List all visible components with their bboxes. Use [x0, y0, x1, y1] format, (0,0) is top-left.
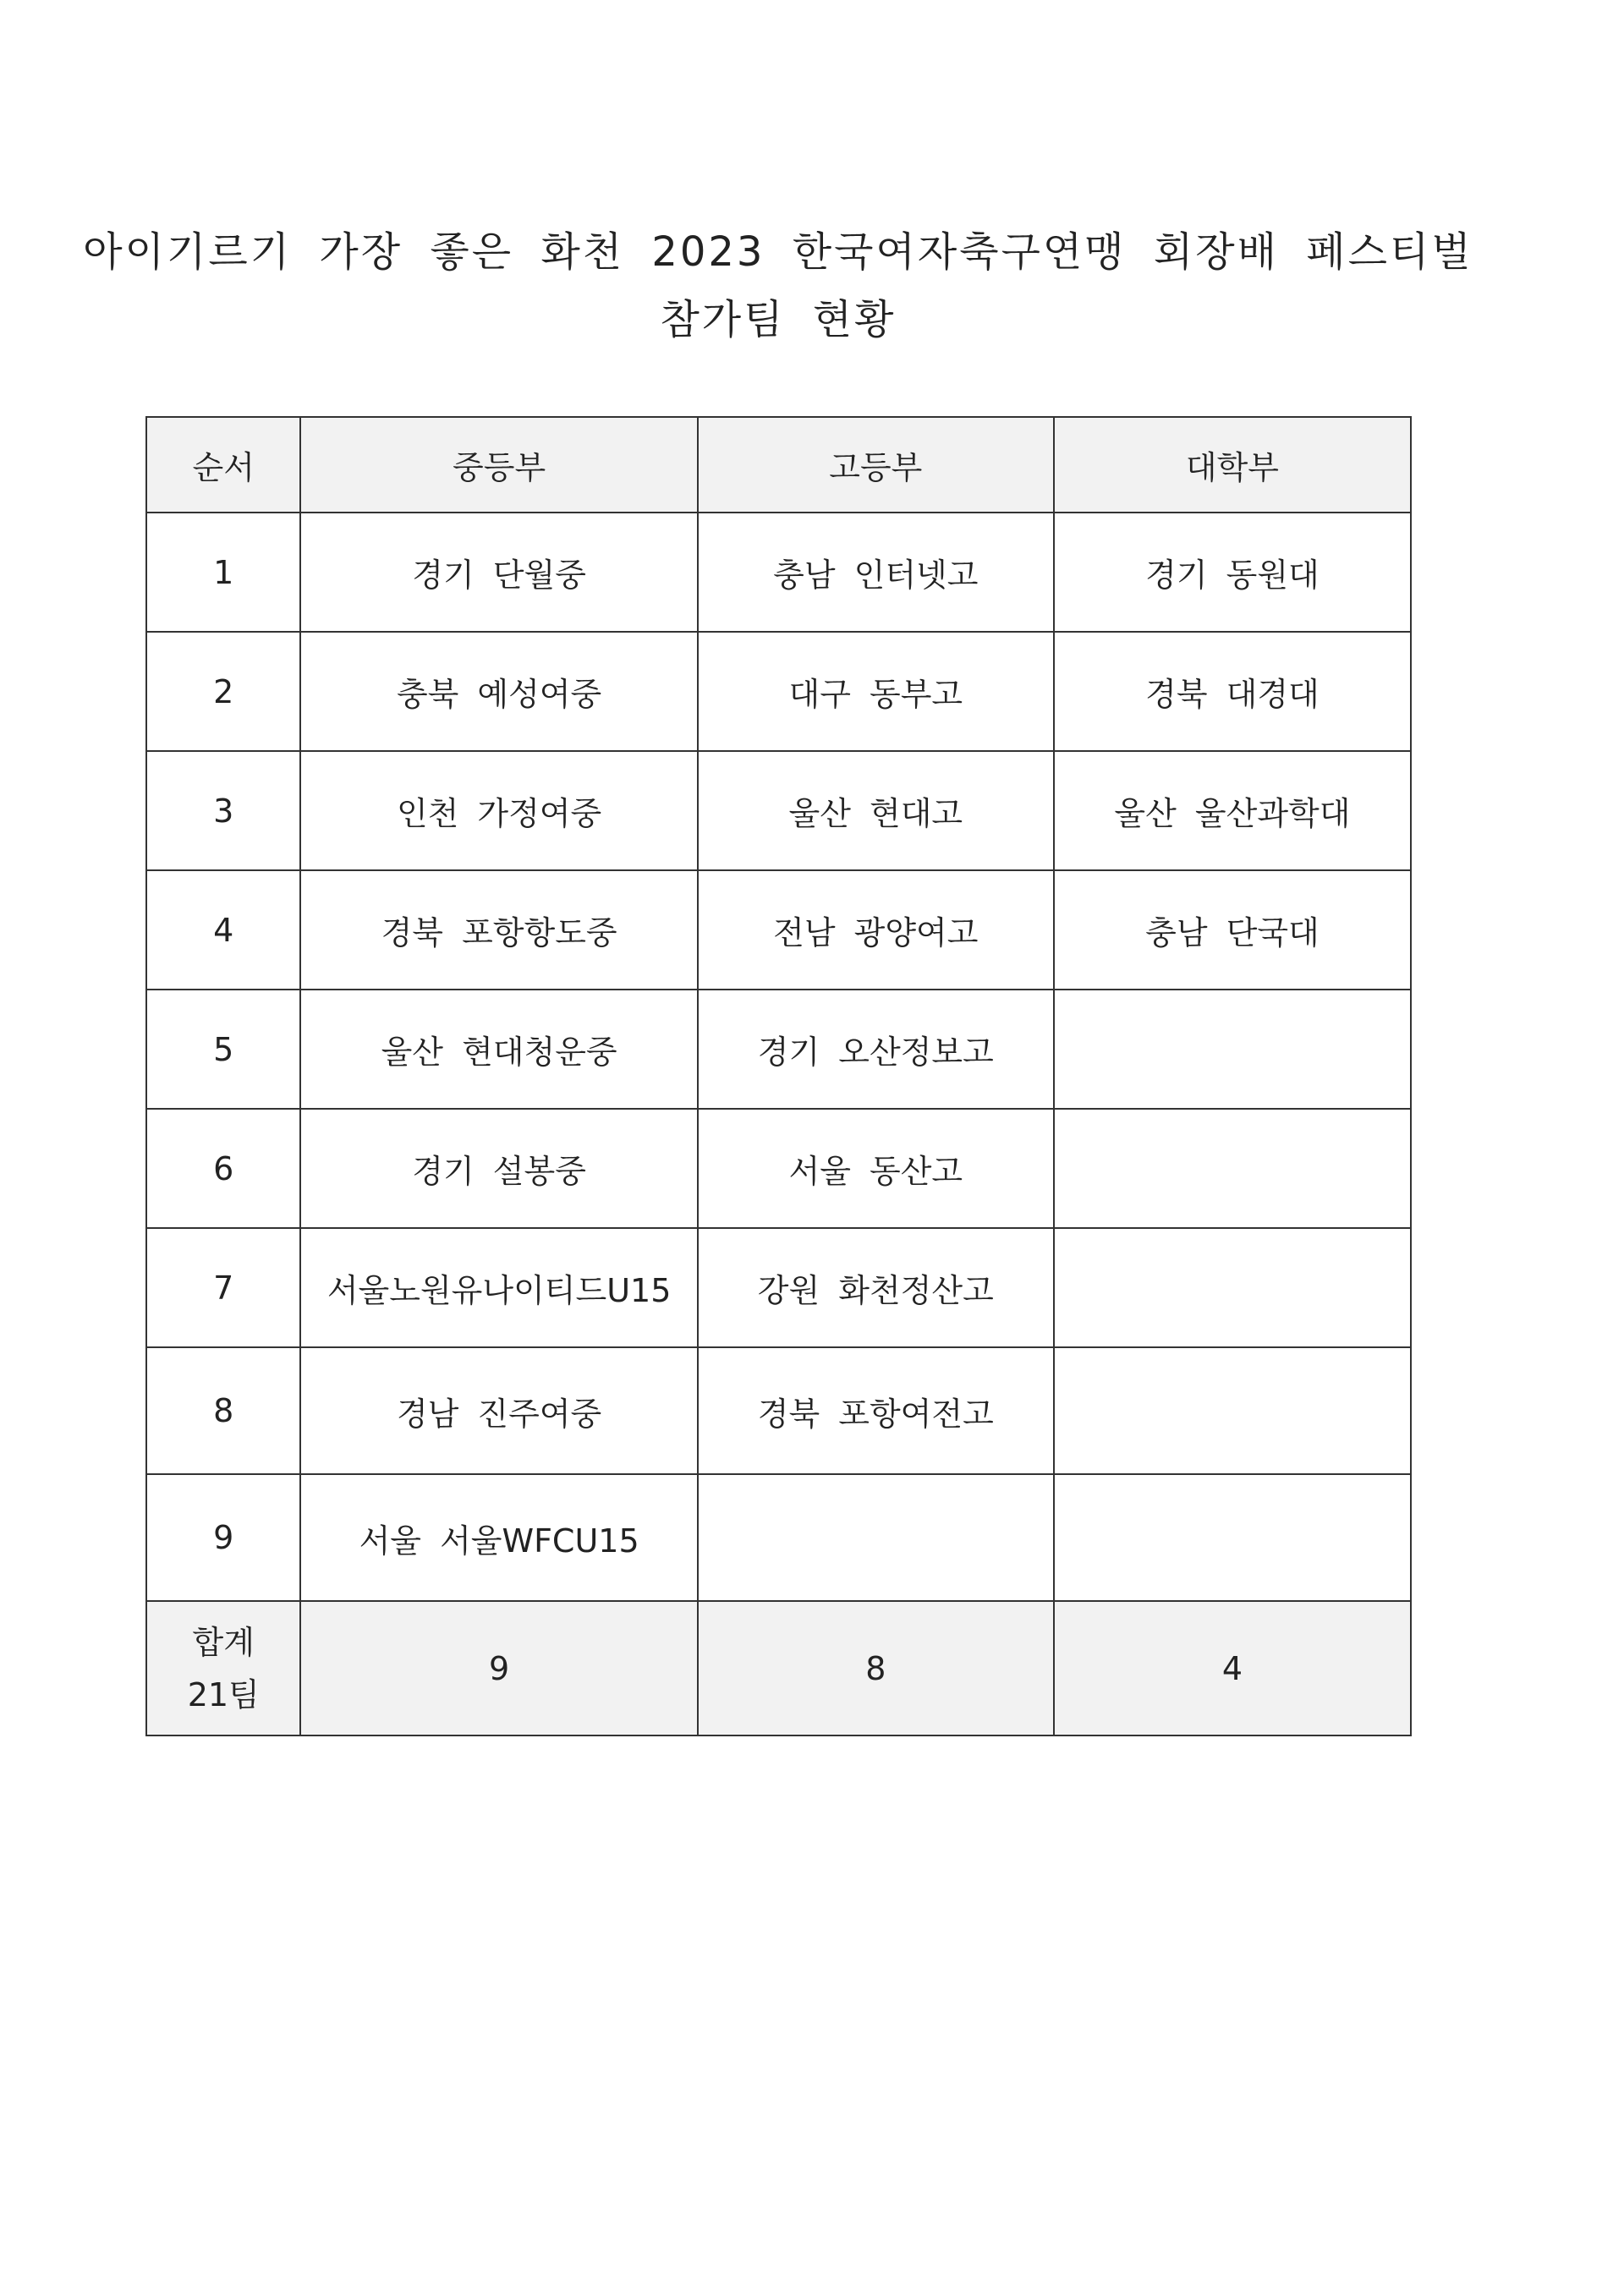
- row-middle-team: 경남 진주여중: [300, 1347, 697, 1474]
- row-university-team: [1054, 1228, 1411, 1347]
- header-university: 대학부: [1054, 417, 1411, 513]
- table-header-row: [146, 417, 1411, 513]
- row-high-team: 울산 현대고: [698, 751, 1054, 870]
- table-row: [146, 632, 1411, 751]
- row-seq: 6: [146, 1109, 300, 1228]
- row-middle-team: 서울 서울WFCU15: [300, 1474, 697, 1601]
- row-high-team: 경북 포항여전고: [698, 1347, 1054, 1474]
- row-middle-team: 경기 단월중: [300, 513, 697, 632]
- row-university-team: 울산 울산과학대: [1054, 751, 1411, 870]
- header-middle-school: 중등부: [300, 417, 697, 513]
- table-total-row: [146, 1601, 1411, 1735]
- team-table: [145, 416, 1412, 1736]
- row-seq: 7: [146, 1228, 300, 1347]
- row-high-team: 경기 오산정보고: [698, 990, 1054, 1109]
- header-seq: 순서: [146, 417, 300, 513]
- row-seq: 2: [146, 632, 300, 751]
- row-seq: 5: [146, 990, 300, 1109]
- table-row: [146, 751, 1411, 870]
- table-row: [146, 1228, 1411, 1347]
- table-row: [146, 990, 1411, 1109]
- row-middle-team: 충북 예성여중: [300, 632, 697, 751]
- table-row: [146, 1109, 1411, 1228]
- total-middle: 9: [300, 1601, 697, 1735]
- row-middle-team: 울산 현대청운중: [300, 990, 697, 1109]
- row-university-team: [1054, 1474, 1411, 1601]
- row-high-team: 강원 화천정산고: [698, 1228, 1054, 1347]
- row-seq: 1: [146, 513, 300, 632]
- document-title: [0, 218, 1556, 354]
- table-row: [146, 1347, 1411, 1474]
- row-university-team: [1054, 1109, 1411, 1228]
- row-seq: 8: [146, 1347, 300, 1474]
- total-university: 4: [1054, 1601, 1411, 1735]
- row-seq: 4: [146, 870, 300, 990]
- row-university-team: 경북 대경대: [1054, 632, 1411, 751]
- row-high-team: [698, 1474, 1054, 1601]
- row-middle-team: 인천 가정여중: [300, 751, 697, 870]
- total-high: 8: [698, 1601, 1054, 1735]
- row-seq: 3: [146, 751, 300, 870]
- row-seq: 9: [146, 1474, 300, 1601]
- row-high-team: 전남 광양여고: [698, 870, 1054, 990]
- row-university-team: [1054, 990, 1411, 1109]
- title-line-1: 아이기르기 가장 좋은 화천 2023 한국여자축구연맹 회장배 페스티벌: [83, 228, 1473, 276]
- row-high-team: 서울 동산고: [698, 1109, 1054, 1228]
- row-middle-team: 경기 설봉중: [300, 1109, 697, 1228]
- row-university-team: 경기 동원대: [1054, 513, 1411, 632]
- table-row: [146, 870, 1411, 990]
- total-label: 합계: [192, 1623, 255, 1661]
- row-high-team: 충남 인터넷고: [698, 513, 1054, 632]
- title-line-2: 참가팀 현황: [660, 296, 897, 343]
- table-row: [146, 1474, 1411, 1601]
- total-label-cell: [146, 1601, 300, 1735]
- total-team-count: 21팀: [187, 1675, 260, 1714]
- table-row: [146, 513, 1411, 632]
- header-high-school: 고등부: [698, 417, 1054, 513]
- row-university-team: [1054, 1347, 1411, 1474]
- row-university-team: 충남 단국대: [1054, 870, 1411, 990]
- row-high-team: 대구 동부고: [698, 632, 1054, 751]
- row-middle-team: 서울노원유나이티드U15: [300, 1228, 697, 1347]
- row-middle-team: 경북 포항항도중: [300, 870, 697, 990]
